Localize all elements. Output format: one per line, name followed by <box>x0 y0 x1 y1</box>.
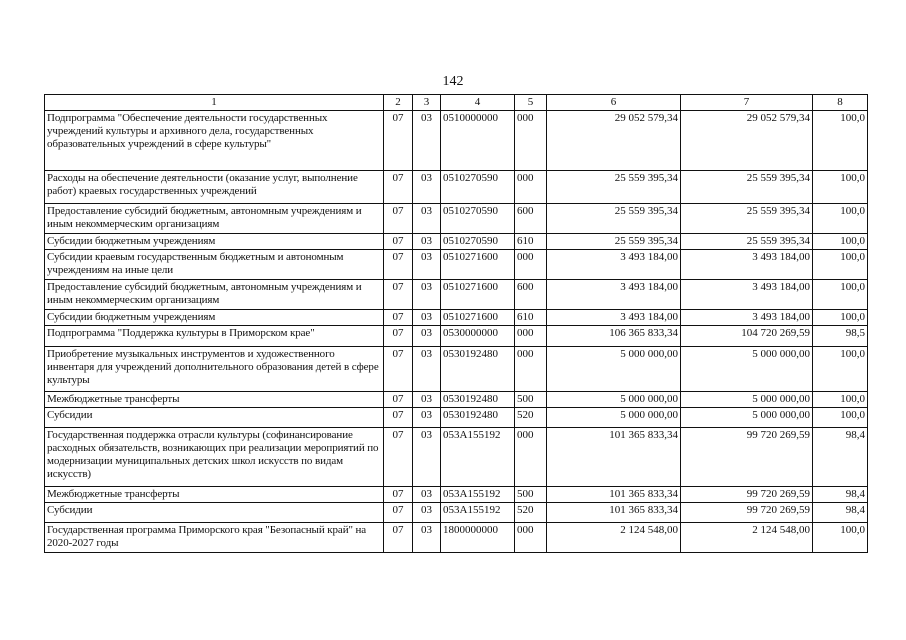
target-article-cell: 0510270590 <box>441 234 515 250</box>
actual-amount-cell: 5 000 000,00 <box>681 347 813 392</box>
table-row <box>45 428 868 487</box>
subsection-code-cell: 03 <box>413 326 441 347</box>
target-article-cell: 0510271600 <box>441 250 515 280</box>
section-code-cell: 07 <box>384 250 413 280</box>
execution-percent-cell: 100,0 <box>813 111 868 171</box>
execution-percent-cell: 100,0 <box>813 392 868 408</box>
row-name-cell: Государственная поддержка отрасли культуры (софинансирование расходных обязательств, возникающих при реализации мероприятий по модернизации муниципальных детских школ искусств по видам искусств) <box>45 428 384 487</box>
column-header: 2 <box>384 95 413 111</box>
column-header: 4 <box>441 95 515 111</box>
table-row <box>45 310 868 326</box>
actual-amount-cell: 25 559 395,34 <box>681 171 813 204</box>
subsection-code-cell: 03 <box>413 503 441 523</box>
section-code-cell: 07 <box>384 111 413 171</box>
actual-amount-cell: 99 720 269,59 <box>681 487 813 503</box>
actual-amount-cell: 104 720 269,59 <box>681 326 813 347</box>
table-row <box>45 392 868 408</box>
actual-amount-cell: 2 124 548,00 <box>681 523 813 553</box>
execution-percent-cell: 98,4 <box>813 487 868 503</box>
execution-percent-cell: 100,0 <box>813 234 868 250</box>
planned-amount-cell: 5 000 000,00 <box>547 408 681 428</box>
row-name-cell: Межбюджетные трансферты <box>45 487 384 503</box>
section-code-cell: 07 <box>384 487 413 503</box>
planned-amount-cell: 5 000 000,00 <box>547 347 681 392</box>
table-row <box>45 347 868 392</box>
section-code-cell: 07 <box>384 326 413 347</box>
expense-type-cell: 610 <box>515 310 547 326</box>
planned-amount-cell: 25 559 395,34 <box>547 171 681 204</box>
target-article-cell: 053A155192 <box>441 428 515 487</box>
budget-table <box>44 94 868 553</box>
planned-amount-cell: 101 365 833,34 <box>547 428 681 487</box>
section-code-cell: 07 <box>384 392 413 408</box>
section-code-cell: 07 <box>384 428 413 487</box>
section-code-cell: 07 <box>384 523 413 553</box>
subsection-code-cell: 03 <box>413 392 441 408</box>
row-name-cell: Приобретение музыкальных инструментов и художественного инвентаря для учреждений дополнительного образования детей в сфере культуры <box>45 347 384 392</box>
row-name-cell: Субсидии бюджетным учреждениям <box>45 234 384 250</box>
execution-percent-cell: 100,0 <box>813 523 868 553</box>
execution-percent-cell: 98,4 <box>813 428 868 487</box>
subsection-code-cell: 03 <box>413 111 441 171</box>
planned-amount-cell: 25 559 395,34 <box>547 234 681 250</box>
section-code-cell: 07 <box>384 204 413 234</box>
row-name-cell: Предоставление субсидий бюджетным, автономным учреждениям и иным некоммерческим организациям <box>45 280 384 310</box>
column-header: 7 <box>681 95 813 111</box>
target-article-cell: 053A155192 <box>441 503 515 523</box>
execution-percent-cell: 100,0 <box>813 171 868 204</box>
table-row <box>45 111 868 171</box>
actual-amount-cell: 5 000 000,00 <box>681 408 813 428</box>
expense-type-cell: 520 <box>515 503 547 523</box>
planned-amount-cell: 106 365 833,34 <box>547 326 681 347</box>
target-article-cell: 0510000000 <box>441 111 515 171</box>
subsection-code-cell: 03 <box>413 234 441 250</box>
expense-type-cell: 000 <box>515 111 547 171</box>
expense-type-cell: 000 <box>515 171 547 204</box>
subsection-code-cell: 03 <box>413 428 441 487</box>
actual-amount-cell: 25 559 395,34 <box>681 204 813 234</box>
table-row <box>45 487 868 503</box>
table-row <box>45 408 868 428</box>
table-row <box>45 234 868 250</box>
column-header: 8 <box>813 95 868 111</box>
row-name-cell: Субсидии краевым государственным бюджетным и автономным учреждениям на иные цели <box>45 250 384 280</box>
section-code-cell: 07 <box>384 347 413 392</box>
planned-amount-cell: 2 124 548,00 <box>547 523 681 553</box>
target-article-cell: 0510271600 <box>441 280 515 310</box>
column-header: 1 <box>45 95 384 111</box>
subsection-code-cell: 03 <box>413 487 441 503</box>
execution-percent-cell: 100,0 <box>813 280 868 310</box>
table-row <box>45 204 868 234</box>
expense-type-cell: 610 <box>515 234 547 250</box>
table-row <box>45 280 868 310</box>
subsection-code-cell: 03 <box>413 523 441 553</box>
target-article-cell: 0530192480 <box>441 392 515 408</box>
actual-amount-cell: 3 493 184,00 <box>681 310 813 326</box>
target-article-cell: 0530192480 <box>441 347 515 392</box>
row-name-cell: Субсидии <box>45 503 384 523</box>
row-name-cell: Предоставление субсидий бюджетным, автономным учреждениям и иным некоммерческим организациям <box>45 204 384 234</box>
section-code-cell: 07 <box>384 310 413 326</box>
target-article-cell: 0530000000 <box>441 326 515 347</box>
actual-amount-cell: 5 000 000,00 <box>681 392 813 408</box>
column-header: 5 <box>515 95 547 111</box>
planned-amount-cell: 3 493 184,00 <box>547 280 681 310</box>
actual-amount-cell: 3 493 184,00 <box>681 250 813 280</box>
expense-type-cell: 000 <box>515 326 547 347</box>
execution-percent-cell: 98,4 <box>813 503 868 523</box>
target-article-cell: 0510271600 <box>441 310 515 326</box>
table-row <box>45 503 868 523</box>
expense-type-cell: 600 <box>515 204 547 234</box>
row-name-cell: Расходы на обеспечение деятельности (оказание услуг, выполнение работ) краевых государственных учреждений <box>45 171 384 204</box>
table-row <box>45 250 868 280</box>
subsection-code-cell: 03 <box>413 250 441 280</box>
expense-type-cell: 520 <box>515 408 547 428</box>
subsection-code-cell: 03 <box>413 408 441 428</box>
section-code-cell: 07 <box>384 408 413 428</box>
execution-percent-cell: 100,0 <box>813 204 868 234</box>
planned-amount-cell: 5 000 000,00 <box>547 392 681 408</box>
expense-type-cell: 600 <box>515 280 547 310</box>
row-name-cell: Межбюджетные трансферты <box>45 392 384 408</box>
actual-amount-cell: 99 720 269,59 <box>681 428 813 487</box>
actual-amount-cell: 3 493 184,00 <box>681 280 813 310</box>
target-article-cell: 053A155192 <box>441 487 515 503</box>
section-code-cell: 07 <box>384 234 413 250</box>
row-name-cell: Государственная программа Приморского края "Безопасный край" на 2020-2027 годы <box>45 523 384 553</box>
execution-percent-cell: 100,0 <box>813 408 868 428</box>
column-header: 6 <box>547 95 681 111</box>
subsection-code-cell: 03 <box>413 347 441 392</box>
planned-amount-cell: 3 493 184,00 <box>547 250 681 280</box>
execution-percent-cell: 100,0 <box>813 347 868 392</box>
row-name-cell: Субсидии бюджетным учреждениям <box>45 310 384 326</box>
planned-amount-cell: 101 365 833,34 <box>547 487 681 503</box>
planned-amount-cell: 25 559 395,34 <box>547 204 681 234</box>
section-code-cell: 07 <box>384 503 413 523</box>
planned-amount-cell: 3 493 184,00 <box>547 310 681 326</box>
table-row <box>45 171 868 204</box>
expense-type-cell: 500 <box>515 487 547 503</box>
planned-amount-cell: 29 052 579,34 <box>547 111 681 171</box>
subsection-code-cell: 03 <box>413 171 441 204</box>
section-code-cell: 07 <box>384 280 413 310</box>
target-article-cell: 0530192480 <box>441 408 515 428</box>
expense-type-cell: 000 <box>515 428 547 487</box>
table-header-row <box>45 95 868 111</box>
execution-percent-cell: 100,0 <box>813 310 868 326</box>
target-article-cell: 1800000000 <box>441 523 515 553</box>
target-article-cell: 0510270590 <box>441 171 515 204</box>
execution-percent-cell: 98,5 <box>813 326 868 347</box>
target-article-cell: 0510270590 <box>441 204 515 234</box>
actual-amount-cell: 25 559 395,34 <box>681 234 813 250</box>
row-name-cell: Подпрограмма "Поддержка культуры в Приморском крае" <box>45 326 384 347</box>
expense-type-cell: 000 <box>515 523 547 553</box>
actual-amount-cell: 29 052 579,34 <box>681 111 813 171</box>
table-row <box>45 326 868 347</box>
execution-percent-cell: 100,0 <box>813 250 868 280</box>
planned-amount-cell: 101 365 833,34 <box>547 503 681 523</box>
subsection-code-cell: 03 <box>413 310 441 326</box>
section-code-cell: 07 <box>384 171 413 204</box>
subsection-code-cell: 03 <box>413 204 441 234</box>
expense-type-cell: 500 <box>515 392 547 408</box>
subsection-code-cell: 03 <box>413 280 441 310</box>
expense-type-cell: 000 <box>515 250 547 280</box>
row-name-cell: Субсидии <box>45 408 384 428</box>
table-row <box>45 523 868 553</box>
actual-amount-cell: 99 720 269,59 <box>681 503 813 523</box>
column-header: 3 <box>413 95 441 111</box>
row-name-cell: Подпрограмма "Обеспечение деятельности государственных учреждений культуры и архивного дела, государственных образовательных учреждений в сфере культуры" <box>45 111 384 171</box>
expense-type-cell: 000 <box>515 347 547 392</box>
page-number: 142 <box>442 74 464 89</box>
